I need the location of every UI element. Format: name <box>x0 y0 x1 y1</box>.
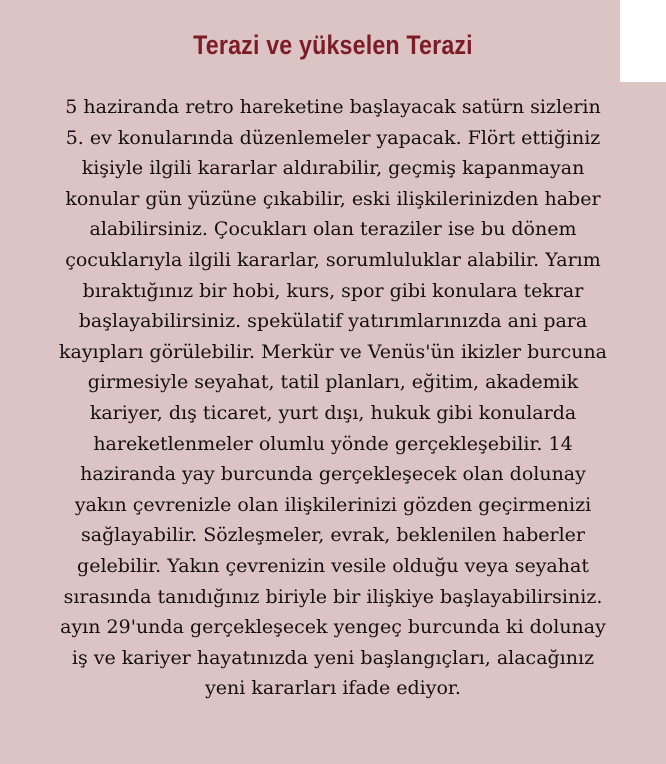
text-line: bıraktığınız bir hobi, kurs, spor gibi konulara tekrar <box>82 279 584 302</box>
page-title: Terazi ve yükselen Terazi <box>193 30 473 60</box>
text-line: konular gün yüzüne çıkabilir, eski ilişkilerinizden haber <box>65 187 601 210</box>
text-line: ayın 29'unda gerçekleşecek yengeç burcunda ki dolunay <box>60 616 606 639</box>
text-line: alabilirsiniz. Çocukları olan teraziler ise bu dönem <box>89 218 577 241</box>
text-line: 5 haziranda retro hareketine başlayacak satürn sizlerin <box>65 96 601 118</box>
text-line: kayıpları görülebilir. Merkür ve Venüs'ün ikizler burcuna <box>58 340 608 363</box>
text-line: haziranda yay burcunda gerçekleşecek olan dolunay <box>80 463 586 486</box>
text-line: girmesiyle seyahat, tatil planları, eğitim, akademik <box>87 371 579 394</box>
text-line: başlayabilirsiniz. spekülatif yatırımlarınızda ani para <box>78 310 588 333</box>
text-line: iş ve kariyer hayatınızda yeni başlangıçları, alacağınız <box>71 646 595 669</box>
text-line: gelebilir. Yakın çevrenizin vesile olduğu veya seyahat <box>77 554 589 577</box>
text-line: kariyer, dış ticaret, yurt dışı, hukuk gibi konularda <box>89 401 577 424</box>
text-line: sağlayabilir. Sözleşmeler, evrak, beklenilen haberler <box>81 524 585 547</box>
text-line: kişiyle ilgili kararlar aldırabilir, geçmiş kapanmayan <box>81 157 585 180</box>
white-corner-patch <box>620 0 666 82</box>
horoscope-text <box>10 92 656 704</box>
text-line: çocuklarıyla ilgili kararlar, sorumluluklar alabilir. Yarım <box>65 248 601 271</box>
text-line: 5. ev konularında düzenlemeler yapacak. Flört ettiğiniz <box>65 126 601 149</box>
text-line: hareketlenmeler olumlu yönde gerçekleşebilir. 14 <box>93 432 573 455</box>
text-line: sırasında tanıdığınız biriyle bir ilişkiye başlayabilirsiniz. <box>63 585 603 608</box>
text-line: yeni kararları ifade ediyor. <box>205 677 461 700</box>
text-line: yakın çevrenizle olan ilişkilerinizi gözden geçirmenizi <box>74 493 592 516</box>
